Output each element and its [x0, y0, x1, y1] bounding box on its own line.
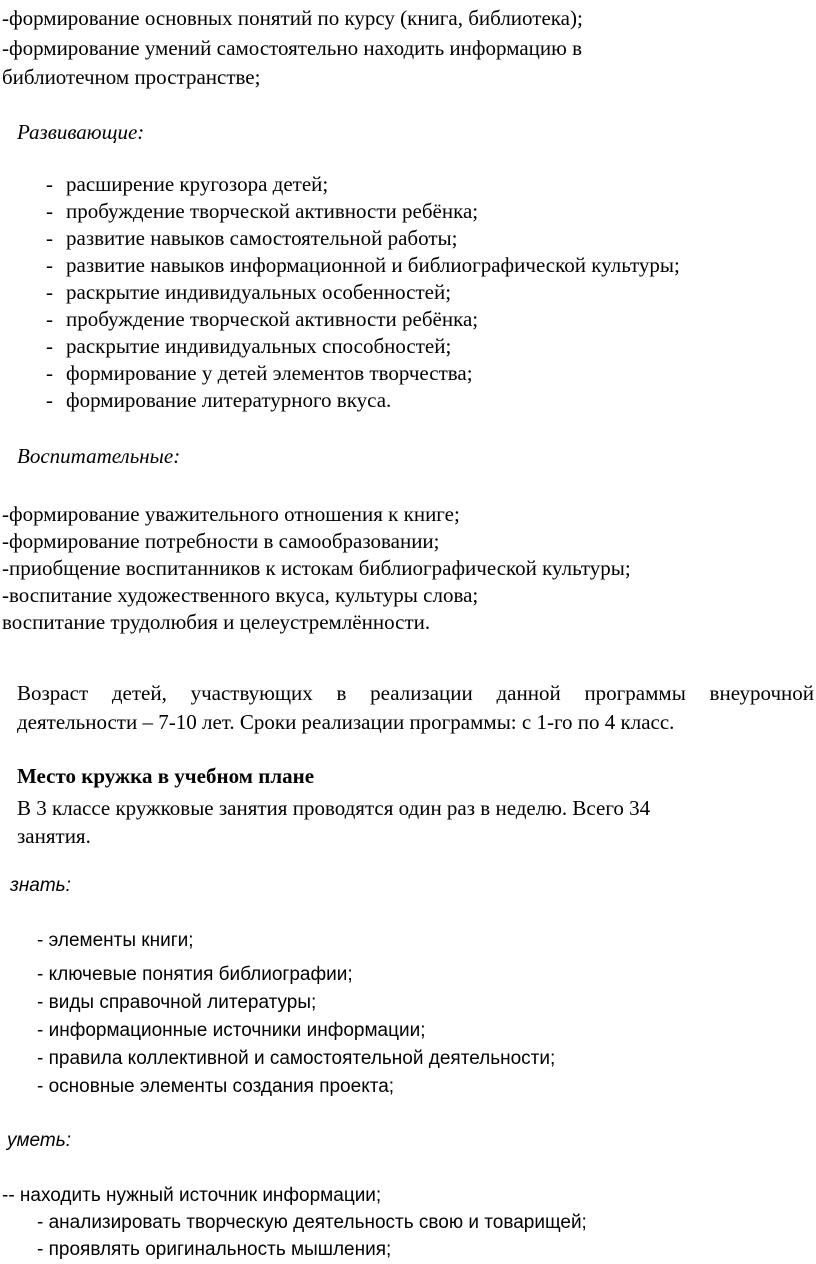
list-item: -формирование уважительного отношения к книге;	[2, 502, 460, 526]
list-item: - основные элементы создания проекта;	[37, 1076, 395, 1097]
list-item: - анализировать творческую деятельность свою и товарищей;	[37, 1212, 587, 1233]
bullet-dash: -	[46, 199, 53, 223]
bullet-dash: -	[46, 361, 53, 385]
place-line-2: занятия.	[17, 824, 91, 848]
place-line-1: В 3 классе кружковые занятия проводятся один раз в неделю. Всего 34	[17, 796, 651, 820]
intro-line-1: -формирование основных понятий по курсу (книга, библиотека);	[2, 6, 583, 30]
list-item	[46, 279, 452, 305]
bullet-dash: -	[46, 280, 53, 304]
list-item-text: раскрытие индивидуальных особенностей;	[66, 280, 452, 304]
list-item-text: пробуждение творческой активности ребёнка;	[66, 307, 479, 331]
list-item: - ключевые понятия библиографии;	[37, 964, 353, 985]
bullet-dash: -	[46, 334, 53, 358]
list-item-text: раскрытие индивидуальных способностей;	[66, 334, 452, 358]
educational-heading: Воспитательные:	[17, 444, 181, 468]
list-item: - проявлять оригинальность мышления;	[37, 1239, 392, 1260]
list-item-text: развитие навыков самостоятельной работы;	[66, 226, 458, 250]
list-item	[46, 198, 479, 224]
list-item: -воспитание художественного вкуса, культуры слова;	[2, 583, 479, 607]
intro-line-2: -формирование умений самостоятельно находить информацию в	[2, 36, 582, 60]
list-item: -приобщение воспитанников к истокам библиографической культуры;	[2, 556, 631, 580]
list-item: - информационные источники информации;	[37, 1020, 426, 1041]
intro-line-3: библиотечном пространстве;	[2, 65, 261, 89]
list-item	[46, 252, 680, 278]
list-item	[46, 333, 452, 359]
list-item	[46, 171, 329, 197]
developing-heading: Развивающие:	[17, 120, 145, 144]
list-item	[46, 360, 473, 386]
list-item: воспитание трудолюбия и целеустремлённости.	[2, 610, 431, 634]
list-item	[46, 306, 479, 332]
age-line-2: деятельности – 7-10 лет. Сроки реализации программы: с 1-го по 4 класс.	[17, 710, 675, 734]
list-item: -- находить нужный источник информации;	[2, 1185, 382, 1206]
list-item	[46, 387, 392, 413]
place-heading: Место кружка в учебном плане	[17, 764, 315, 788]
bullet-dash: -	[46, 172, 53, 196]
list-item: -формирование потребности в самообразовании;	[2, 529, 440, 553]
list-item-text: формирование у детей элементов творчества;	[66, 361, 473, 385]
list-item: - элементы книги;	[37, 930, 194, 951]
age-line-1: Возраст детей, участвующих в реализации данной программы внеурочной	[17, 681, 814, 705]
list-item: - виды справочной литературы;	[37, 992, 317, 1013]
bullet-dash: -	[46, 226, 53, 250]
list-item-text: пробуждение творческой активности ребёнка;	[66, 199, 479, 223]
know-heading: знать:	[10, 875, 71, 896]
list-item: - правила коллективной и самостоятельной деятельности;	[37, 1048, 556, 1069]
able-heading: уметь:	[7, 1130, 71, 1151]
list-item	[46, 225, 458, 251]
bullet-dash: -	[46, 307, 53, 331]
list-item-text: формирование литературного вкуса.	[66, 388, 392, 412]
bullet-dash: -	[46, 253, 53, 277]
list-item-text: развитие навыков информационной и библиографической культуры;	[66, 253, 680, 277]
bullet-dash: -	[46, 388, 53, 412]
list-item-text: расширение кругозора детей;	[66, 172, 329, 196]
